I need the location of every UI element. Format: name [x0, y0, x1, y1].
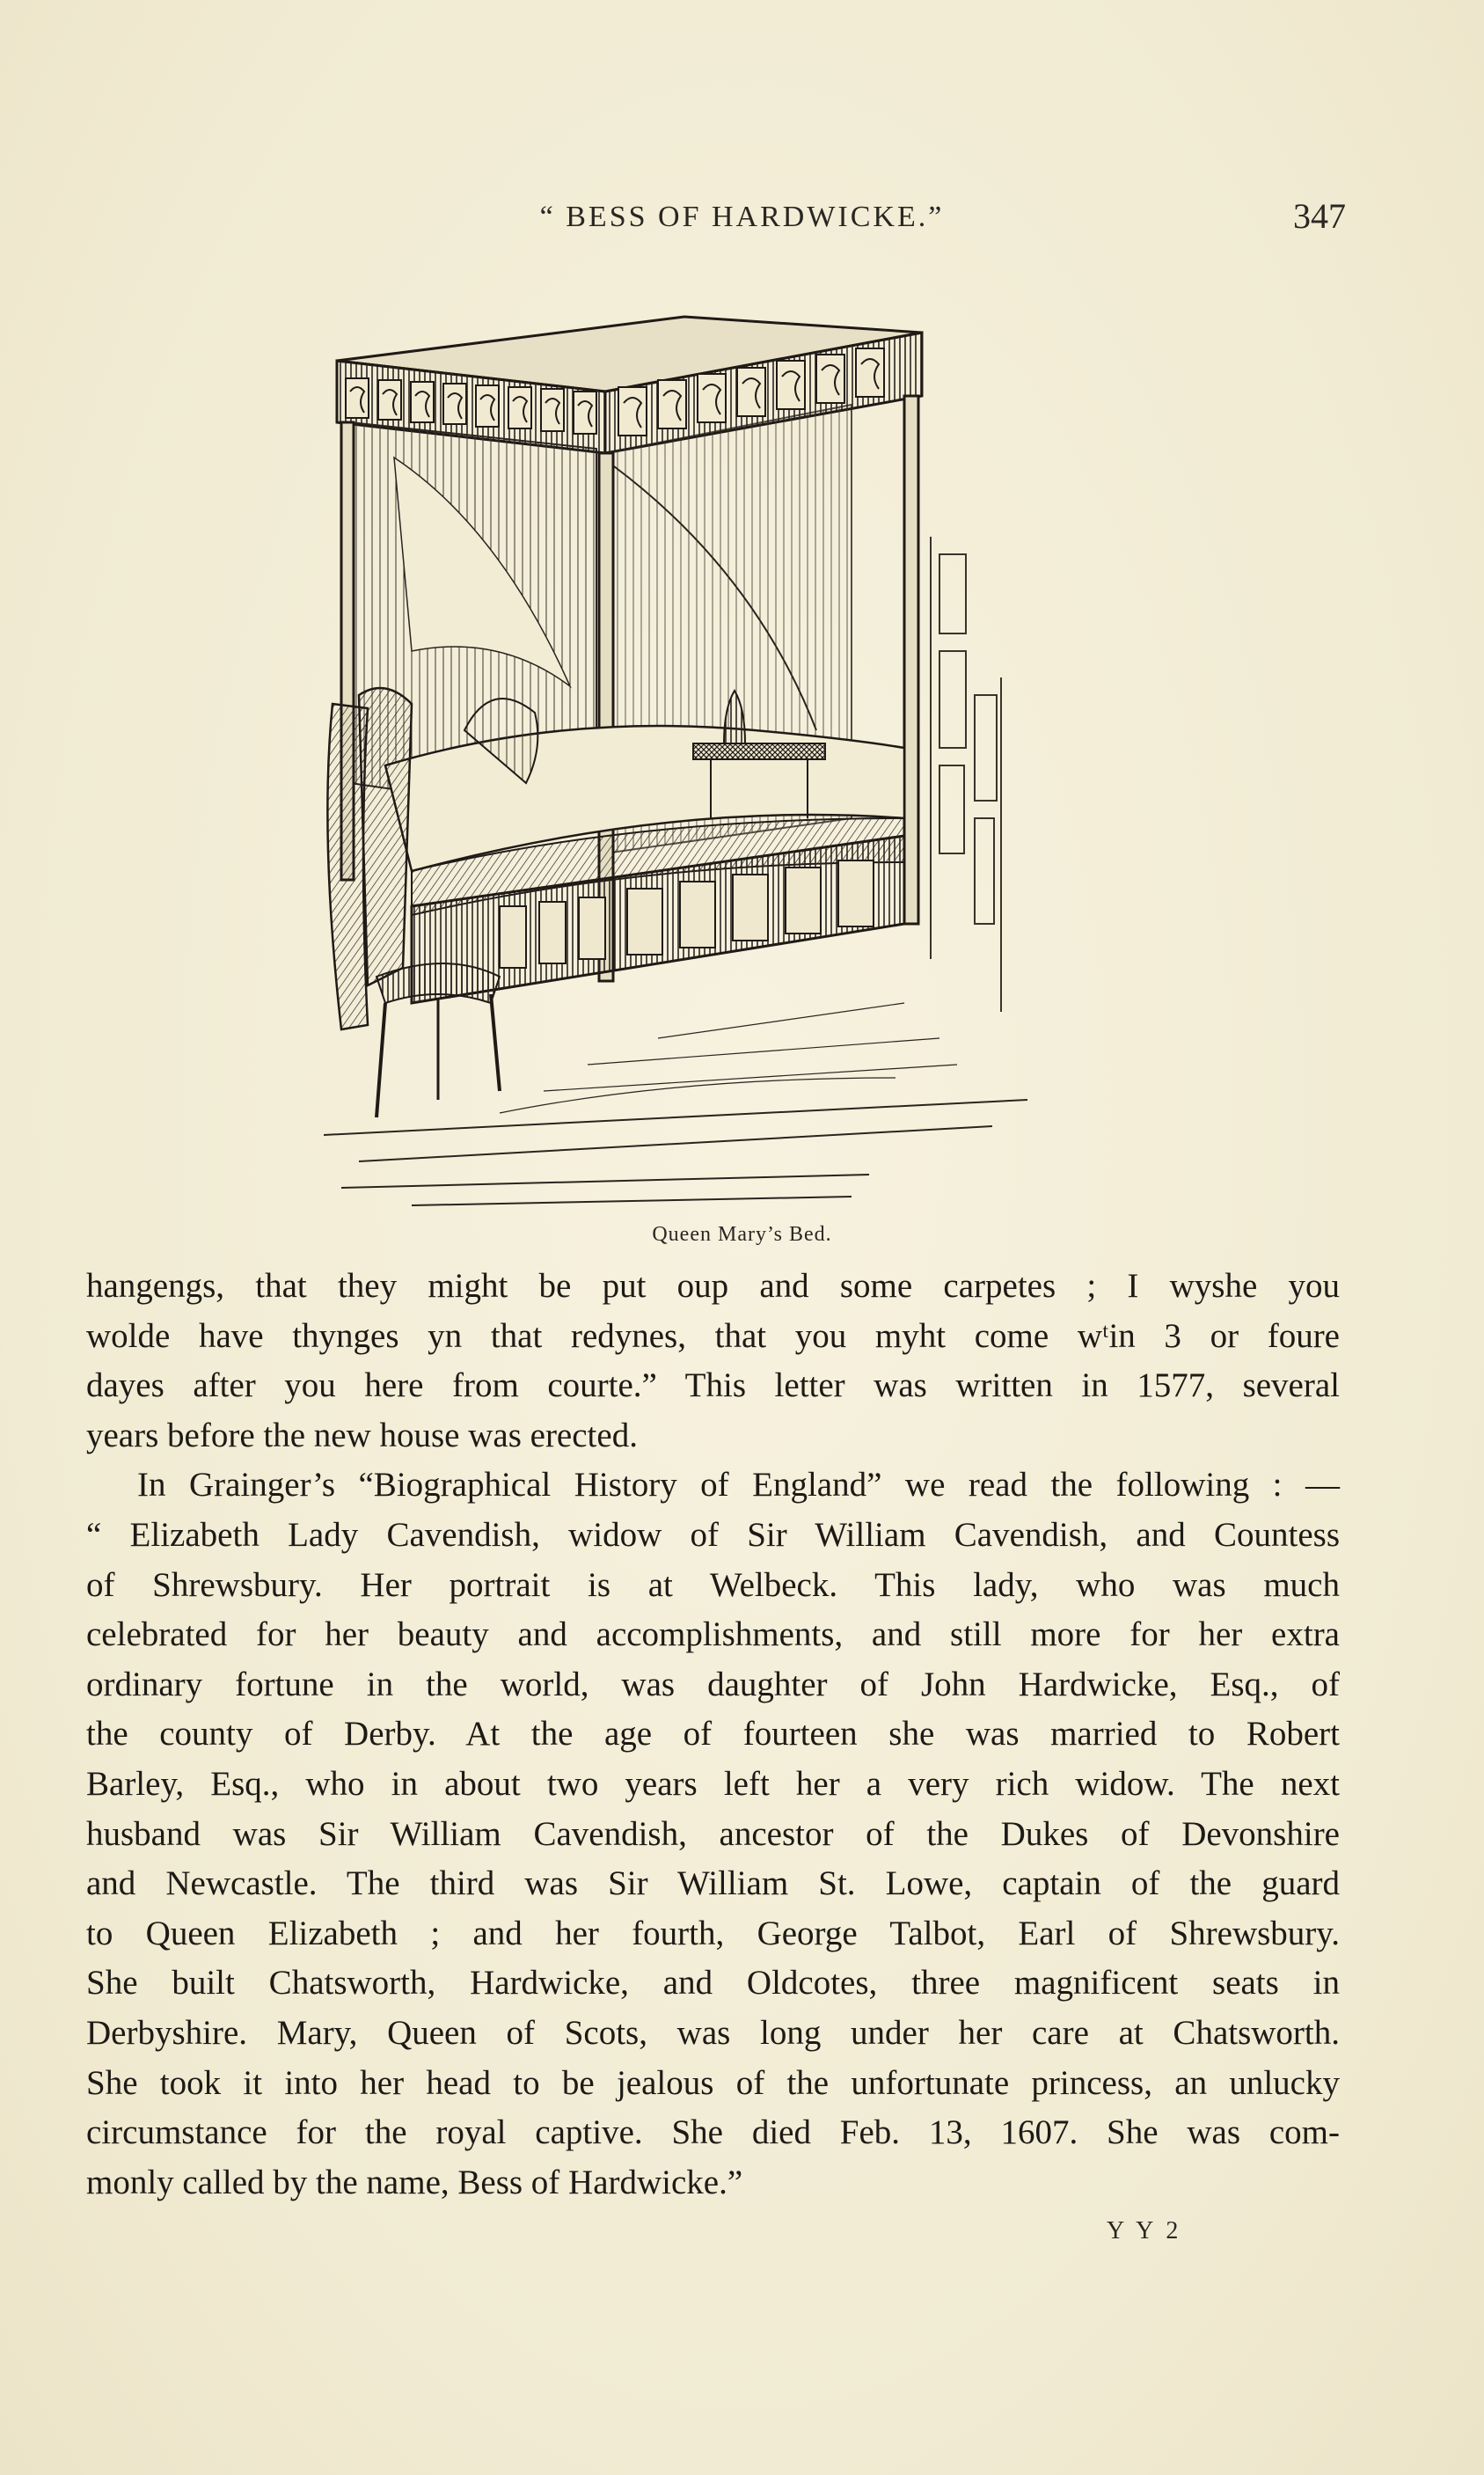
wall-panelling	[931, 537, 1001, 1012]
page-number: 347	[1293, 196, 1346, 236]
text-line: She took it into her head to be jealous of the unfortunate princess, an unlucky	[86, 2063, 1340, 2102]
text-line: wolde have thynges yn that redynes, that you myht come wᵗin 3 or foure	[86, 1316, 1340, 1355]
running-head: “ BESS OF HARDWICKE.”	[539, 201, 945, 233]
four-poster-bed-engraving	[324, 290, 1045, 1219]
floor	[324, 1003, 1027, 1205]
text-line: Derbyshire. Mary, Queen of Scots, was long under her care at Chatsworth.	[86, 2013, 1340, 2052]
text-line: In Grainger’s “Biographical History of England” we read the following : —	[137, 1466, 1340, 1505]
text-line: to Queen Elizabeth ; and her fourth, George Talbot, Earl of Shrewsbury.	[86, 1914, 1340, 1952]
signature-mark: Y Y 2	[1107, 2217, 1182, 2244]
text-line: of Shrewsbury. Her portrait is at Welbeck. This lady, who was much	[86, 1565, 1340, 1604]
figure-caption: Queen Mary’s Bed.	[652, 1223, 832, 1246]
body-text	[86, 1262, 1340, 2208]
text-line: “ Elizabeth Lady Cavendish, widow of Sir William Cavendish, and Countess	[86, 1515, 1340, 1554]
text-line: years before the new house was erected.	[86, 1416, 638, 1454]
text-line: the county of Derby. At the age of fourteen she was married to Robert	[86, 1715, 1340, 1754]
text-line: She built Chatsworth, Hardwicke, and Oldcotes, three magnificent seats in	[86, 1964, 1340, 2003]
text-line: monly called by the name, Bess of Hardwicke.”	[86, 2163, 743, 2201]
text-line: husband was Sir William Cavendish, ancestor of the Dukes of Devonshire	[86, 1814, 1340, 1853]
text-line: circumstance for the royal captive. She died Feb. 13, 1607. She was com-	[86, 2113, 1340, 2152]
text-line: and Newcastle. The third was Sir William St. Lowe, captain of the guard	[86, 1864, 1340, 1903]
text-line: Barley, Esq., who in about two years left her a very rich widow. The next	[86, 1764, 1340, 1803]
text-line: celebrated for her beauty and accomplishments, and still more for her extra	[86, 1615, 1340, 1654]
text-line: ordinary fortune in the world, was daughter of John Hardwicke, Esq., of	[86, 1665, 1340, 1703]
text-line: dayes after you here from courte.” This letter was written in 1577, several	[86, 1366, 1340, 1405]
text-line: hangengs, that they might be put oup and some carpetes ; I wyshe you	[86, 1267, 1340, 1305]
